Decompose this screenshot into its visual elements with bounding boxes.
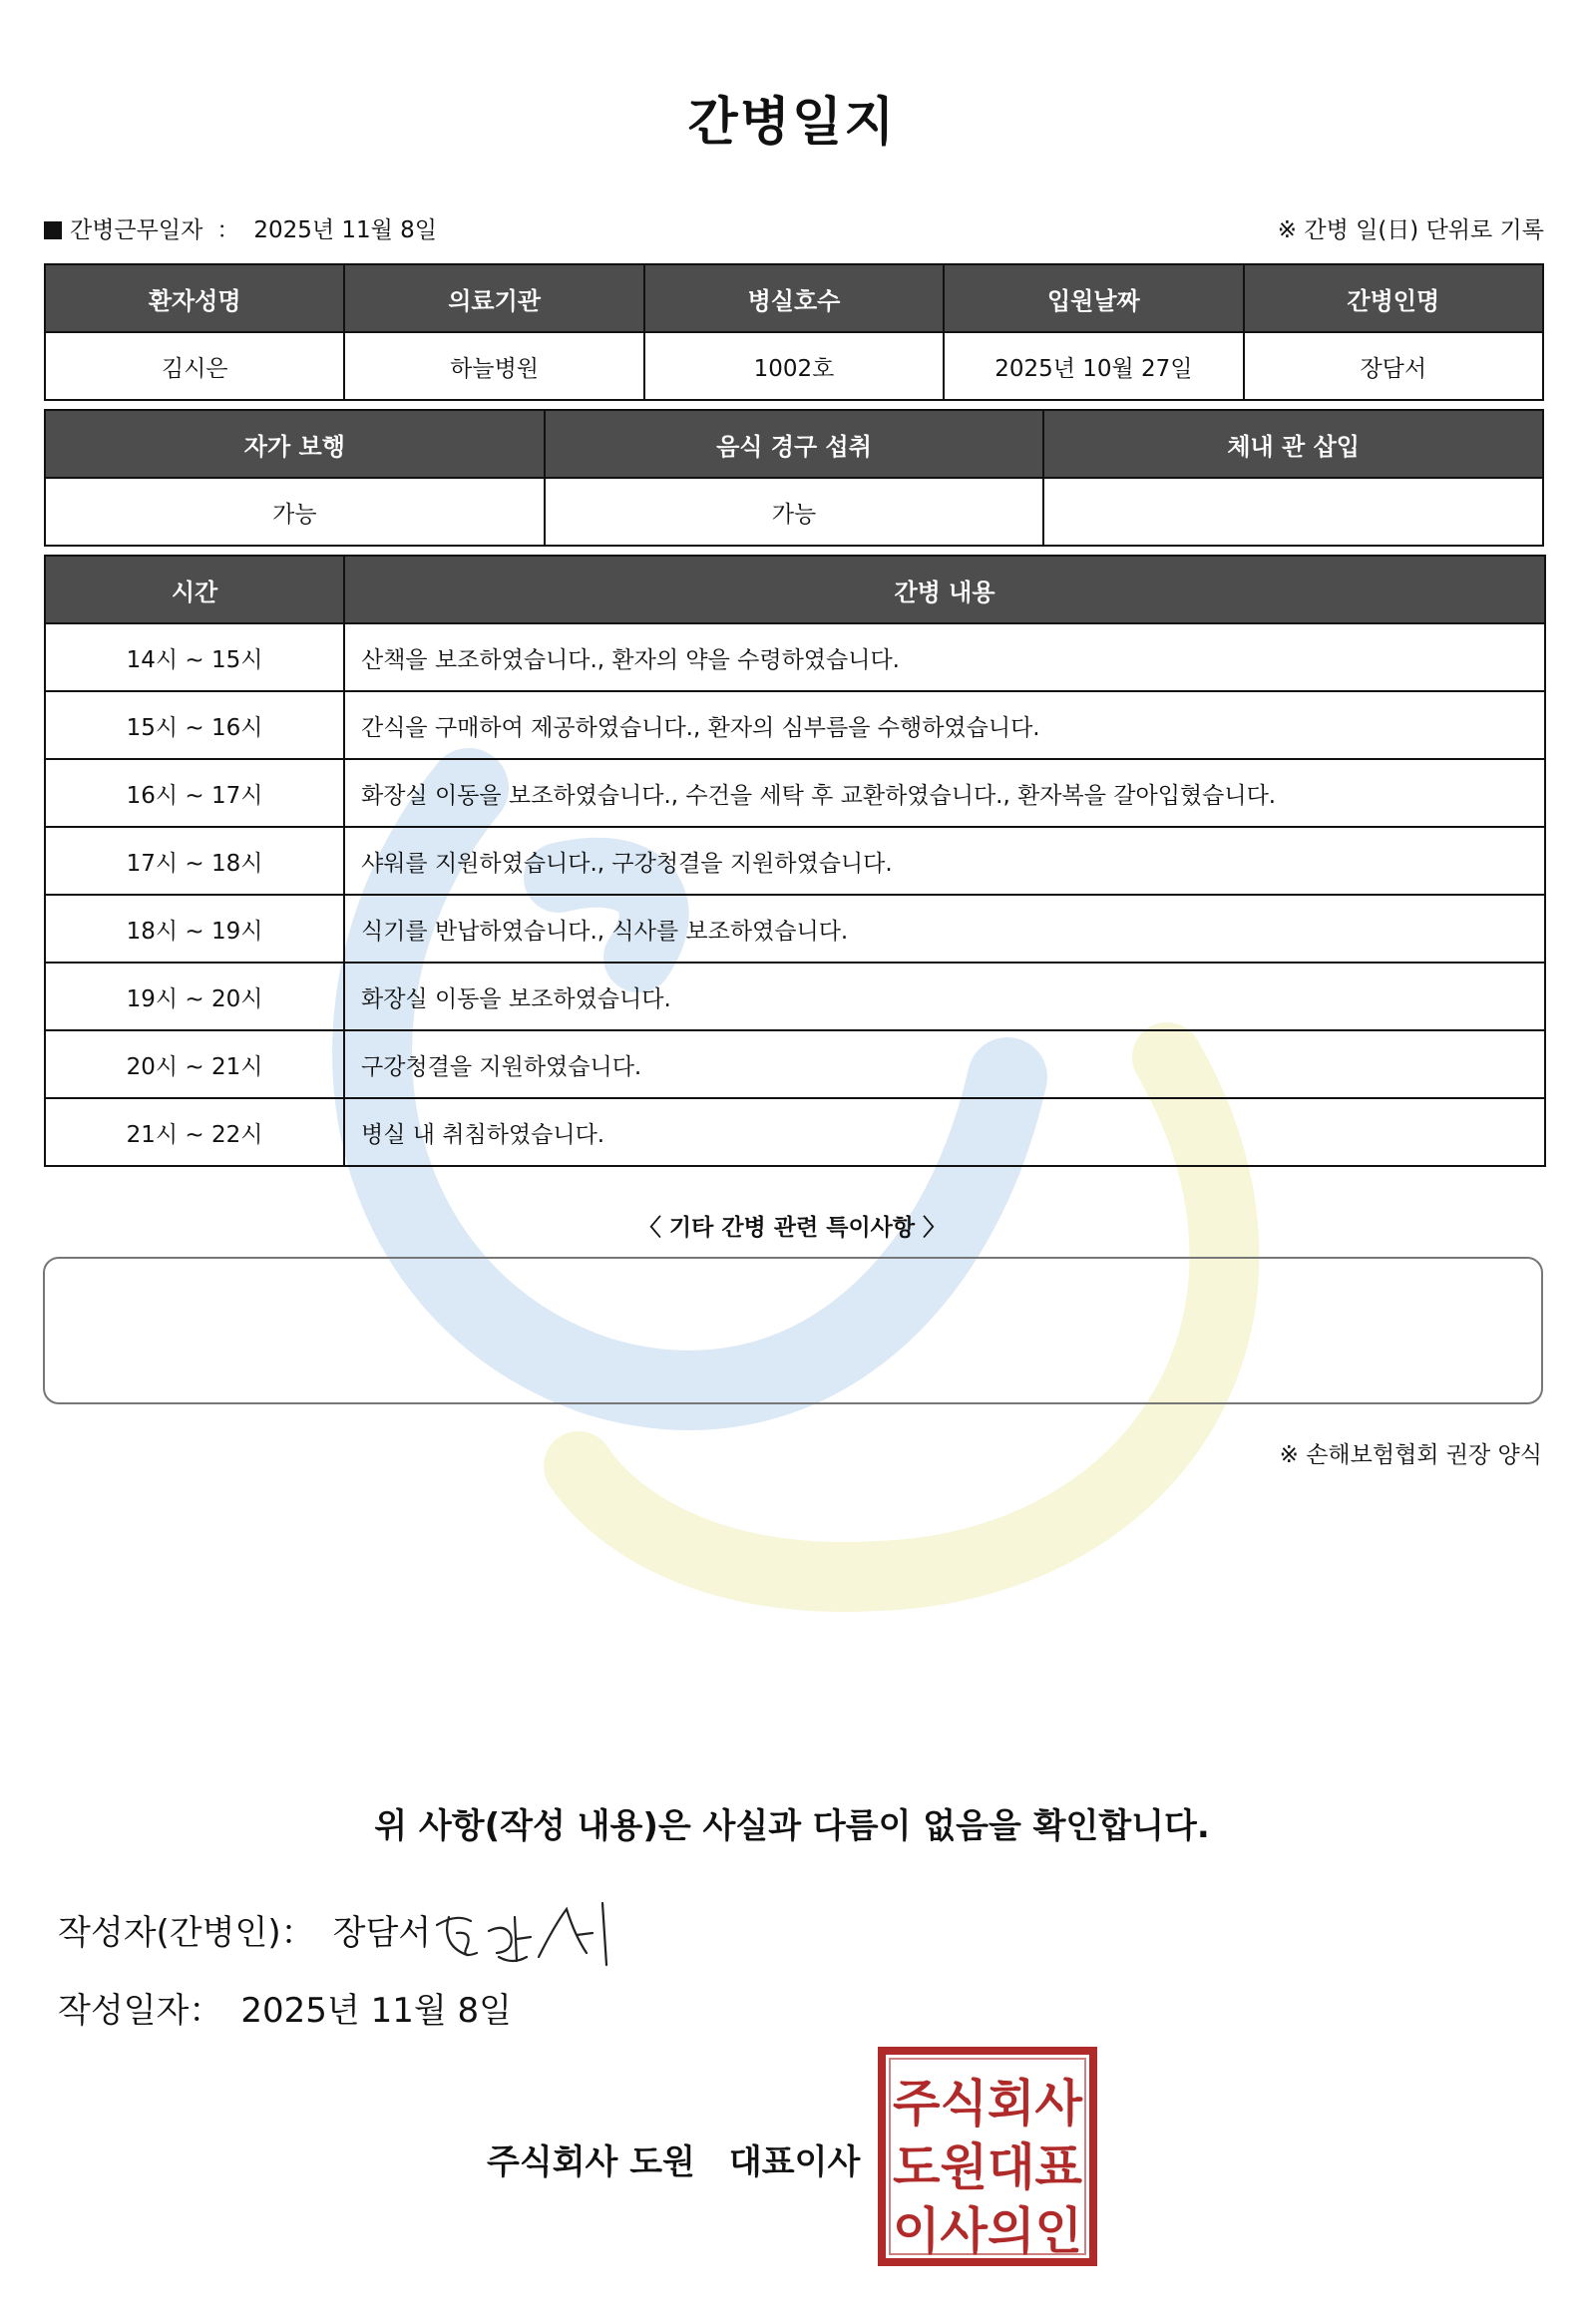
remarks-box: [43, 1257, 1543, 1404]
log-content: 화장실 이동을 보조하였습니다., 수건을 세탁 후 교환하였습니다., 환자복을 갈아입혔습니다.: [344, 759, 1545, 827]
header-admission-date: 입원날짜: [944, 264, 1243, 332]
care-log-table: [44, 555, 1546, 1167]
writer-label: 작성자(간병인)：: [58, 1913, 315, 1953]
work-date-value: 2025년 11월 8일: [253, 217, 438, 243]
table-row: [45, 691, 1545, 759]
svg-text:도원대표: 도원대표: [893, 2138, 1083, 2196]
patient-status-table: [44, 409, 1544, 547]
log-content: 구강청결을 지원하였습니다.: [344, 1030, 1545, 1098]
company-name: 주식회사 도원: [487, 2142, 695, 2182]
handwritten-signature: [427, 1895, 626, 1975]
room-number: 1002호: [644, 332, 944, 400]
header-patient-name: 환자성명: [45, 264, 344, 332]
log-time: 16시 ~ 17시: [45, 759, 344, 827]
company-signature: [487, 2134, 860, 2183]
remarks-title: 〈 기타 간병 관련 특이사항 〉: [637, 1215, 947, 1241]
confirmation-statement: 위 사항(작성 내용)은 사실과 다름이 없음을 확인합니다.: [374, 1806, 1210, 1846]
log-time: 21시 ~ 22시: [45, 1098, 344, 1166]
log-content: 화장실 이동을 보조하였습니다.: [344, 963, 1545, 1030]
table-row: [45, 827, 1545, 895]
daily-record-note: ※ 간병 일(日) 단위로 기록: [1277, 217, 1544, 243]
oral-intake: 가능: [545, 478, 1044, 546]
log-time: 18시 ~ 19시: [45, 895, 344, 963]
log-content: 식기를 반납하였습니다., 식사를 보조하였습니다.: [344, 895, 1545, 963]
work-date-colon: ：: [216, 217, 240, 243]
header-care-content: 간병 내용: [344, 556, 1545, 623]
hospital: 하늘병원: [344, 332, 643, 400]
table-row: [45, 759, 1545, 827]
work-date-label: 간병근무일자: [70, 217, 203, 243]
log-content: 산책을 보조하였습니다., 환자의 약을 수령하였습니다.: [344, 623, 1545, 691]
header-time: 시간: [45, 556, 344, 623]
log-content: 병실 내 취침하였습니다.: [344, 1098, 1545, 1166]
table-row: [45, 1030, 1545, 1098]
header-self-walking: 자가 보행: [45, 410, 545, 478]
header-tube-insertion: 체내 관 삽입: [1043, 410, 1543, 478]
form-note: ※ 손해보험협회 권장 양식: [1279, 1442, 1542, 1468]
log-content: 샤워를 지원하였습니다., 구강청결을 지원하였습니다.: [344, 827, 1545, 895]
patient-name: 김시은: [45, 332, 344, 400]
log-content: 간식을 구매하여 제공하였습니다., 환자의 심부름을 수행하였습니다.: [344, 691, 1545, 759]
table-row: [45, 895, 1545, 963]
writer-row: [58, 1905, 431, 1954]
company-title: 대표이사: [728, 2142, 861, 2182]
black-square-icon: [44, 221, 62, 239]
header-oral-intake: 음식 경구 섭취: [545, 410, 1044, 478]
header-room-number: 병실호수: [644, 264, 944, 332]
table-row: [45, 623, 1545, 691]
header-caregiver-name: 간병인명: [1244, 264, 1543, 332]
written-date-value: 2025년 11월 8일: [240, 1991, 512, 2031]
table-row: [45, 963, 1545, 1030]
log-time: 15시 ~ 16시: [45, 691, 344, 759]
log-time: 19시 ~ 20시: [45, 963, 344, 1030]
patient-info-table: [44, 263, 1544, 401]
self-walking: 가능: [45, 478, 545, 546]
written-date-row: [58, 1983, 512, 2032]
work-date: [44, 211, 437, 244]
written-date-label: 작성일자：: [58, 1991, 223, 2031]
log-time: 17시 ~ 18시: [45, 827, 344, 895]
tube-insertion: [1043, 478, 1543, 546]
table-row: [45, 1098, 1545, 1166]
header-hospital: 의료기관: [344, 264, 643, 332]
svg-text:이사의인: 이사의인: [893, 2202, 1082, 2260]
meta-row: [44, 211, 1544, 245]
log-time: 14시 ~ 15시: [45, 623, 344, 691]
caregiver-name: 장담서: [1244, 332, 1543, 400]
admission-date: 2025년 10월 27일: [944, 332, 1243, 400]
svg-text:주식회사: 주식회사: [893, 2075, 1083, 2132]
writer-name: 장담서: [332, 1913, 432, 1953]
company-seal-stamp: [876, 2045, 1099, 2268]
log-time: 20시 ~ 21시: [45, 1030, 344, 1098]
document-title: 간병일지: [687, 93, 897, 153]
